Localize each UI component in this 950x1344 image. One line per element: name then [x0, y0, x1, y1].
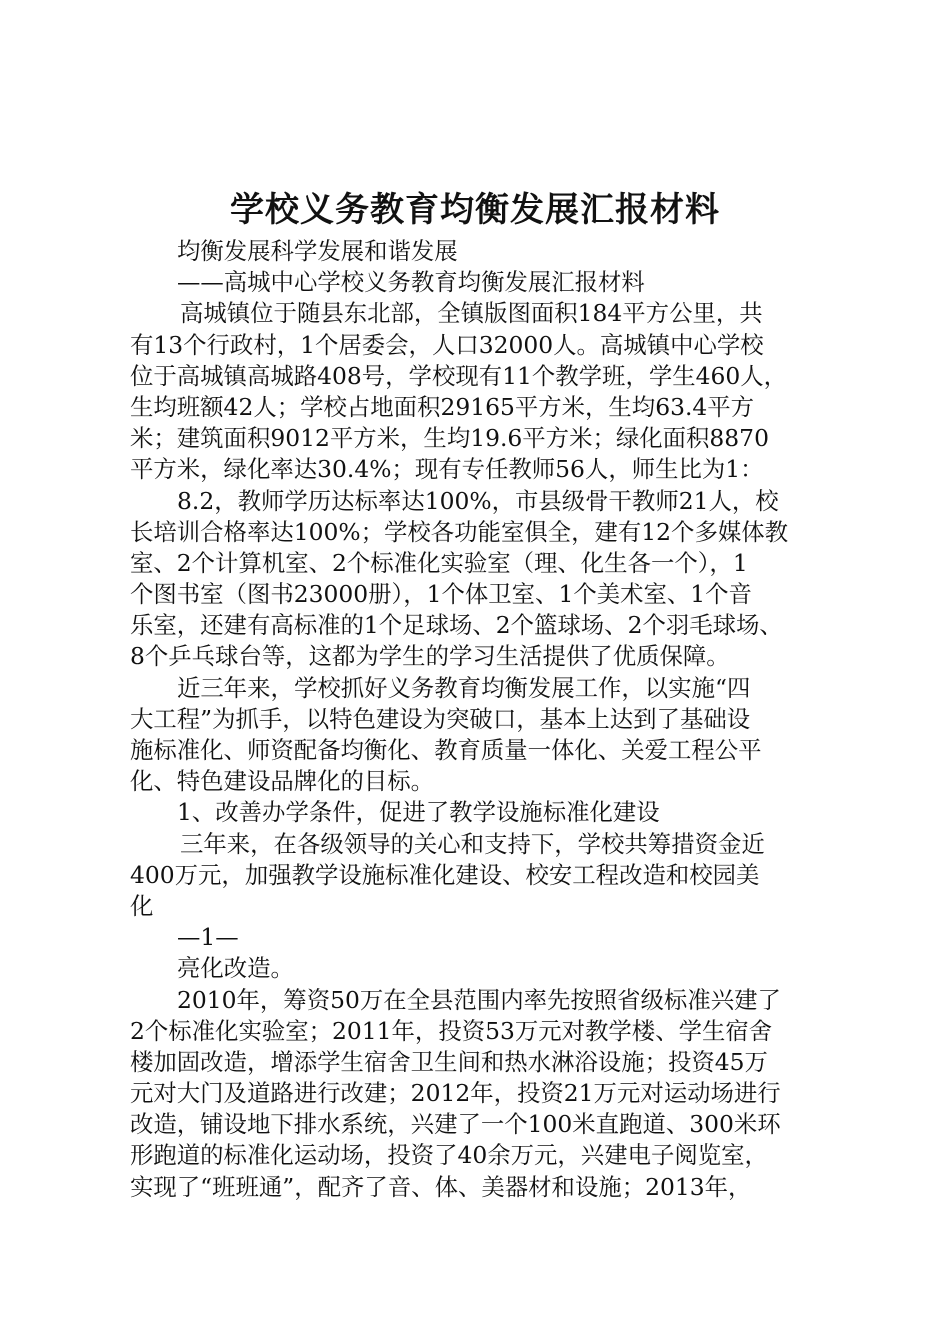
- paragraph-line: 大工程”为抓手，以特色建设为突破口，基本上达到了基础设: [130, 704, 751, 733]
- paragraph-line: 2个标准化实验室；2011年，投资53万元对教学楼、学生宿舍: [130, 1016, 773, 1045]
- paragraph-line: 2010年，筹资50万在全县范围内率先按照省级标准兴建了: [177, 985, 781, 1014]
- paragraph-line: 化: [130, 891, 154, 920]
- subtitle-line: 均衡发展科学发展和谐发展: [177, 237, 458, 265]
- page-number: —1—: [177, 923, 239, 952]
- paragraph-line: 乐室，还建有高标准的1个足球场、2个篮球场、2个羽毛球场、: [130, 611, 783, 640]
- paragraph-line: 高城镇位于随县东北部，全镇版图面积184平方公里，共: [180, 299, 763, 328]
- paragraph-line: 有13个行政村，1个居委会，人口32000人。高城镇中心学校: [130, 330, 764, 359]
- paragraph-line: 米；建筑面积9012平方米，生均19.6平方米；绿化面积8870: [130, 424, 769, 453]
- paragraph-line: 个图书室（图书23000册），1个体卫室、1个美术室、1个音: [130, 580, 752, 609]
- paragraph-line: 楼加固改造，增添学生宿舍卫生间和热水淋浴设施；投资45万: [130, 1047, 768, 1076]
- paragraph-line: 改造，铺设地下排水系统，兴建了一个100米直跑道、300米环: [130, 1110, 781, 1139]
- paragraph-line: 形跑道的标准化运动场，投资了40余万元，兴建电子阅览室，: [130, 1141, 768, 1170]
- section-heading: 1、改善办学条件，促进了教学设施标准化建设: [177, 798, 660, 827]
- paragraph-line: 400万元，加强教学设施标准化建设、校安工程改造和校园美: [130, 860, 760, 889]
- paragraph-line: 生均班额42人；学校占地面积29165平方米，生均63.4平方: [130, 392, 755, 421]
- paragraph-line: 8.2，教师学历达标率达100%，市县级骨干教师21人，校: [177, 486, 779, 515]
- paragraph-line: 位于高城镇高城路408号，学校现有11个教学班，学生460人，: [130, 361, 788, 390]
- paragraph-line: 亮化改造。: [177, 954, 294, 983]
- document-body: [130, 236, 830, 1203]
- paragraph-line: 8个乒乓球台等，这都为学生的学习生活提供了优质保障。: [130, 642, 730, 671]
- paragraph-line: 近三年来，学校抓好义务教育均衡发展工作，以实施“四: [177, 673, 751, 702]
- paragraph-line: 长培训合格率达100%；学校各功能室俱全，建有12个多媒体教: [130, 517, 789, 546]
- paragraph-line: 三年来，在各级领导的关心和支持下，学校共筹措资金近: [180, 829, 765, 858]
- paragraph-line: 室、2个计算机室、2个标准化实验室（理、化生各一个），1: [130, 548, 748, 577]
- subtitle-line: ——高城中心学校义务教育均衡发展汇报材料: [177, 268, 645, 297]
- paragraph-line: 元对大门及道路进行改建；2012年，投资21万元对运动场进行: [130, 1079, 781, 1108]
- paragraph-line: 施标准化、师资配备均衡化、教育质量一体化、关爱工程公平: [130, 736, 762, 764]
- paragraph-line: 平方米，绿化率达30.4%；现有专任教师56人，师生比为1：: [130, 455, 764, 484]
- paragraph-line: 化、特色建设品牌化的目标。: [130, 767, 435, 796]
- paragraph-line: 实现了“班班通”，配齐了音、体、美器材和设施；2013年，: [130, 1172, 752, 1201]
- document-title: 学校义务教育均衡发展汇报材料: [230, 190, 720, 230]
